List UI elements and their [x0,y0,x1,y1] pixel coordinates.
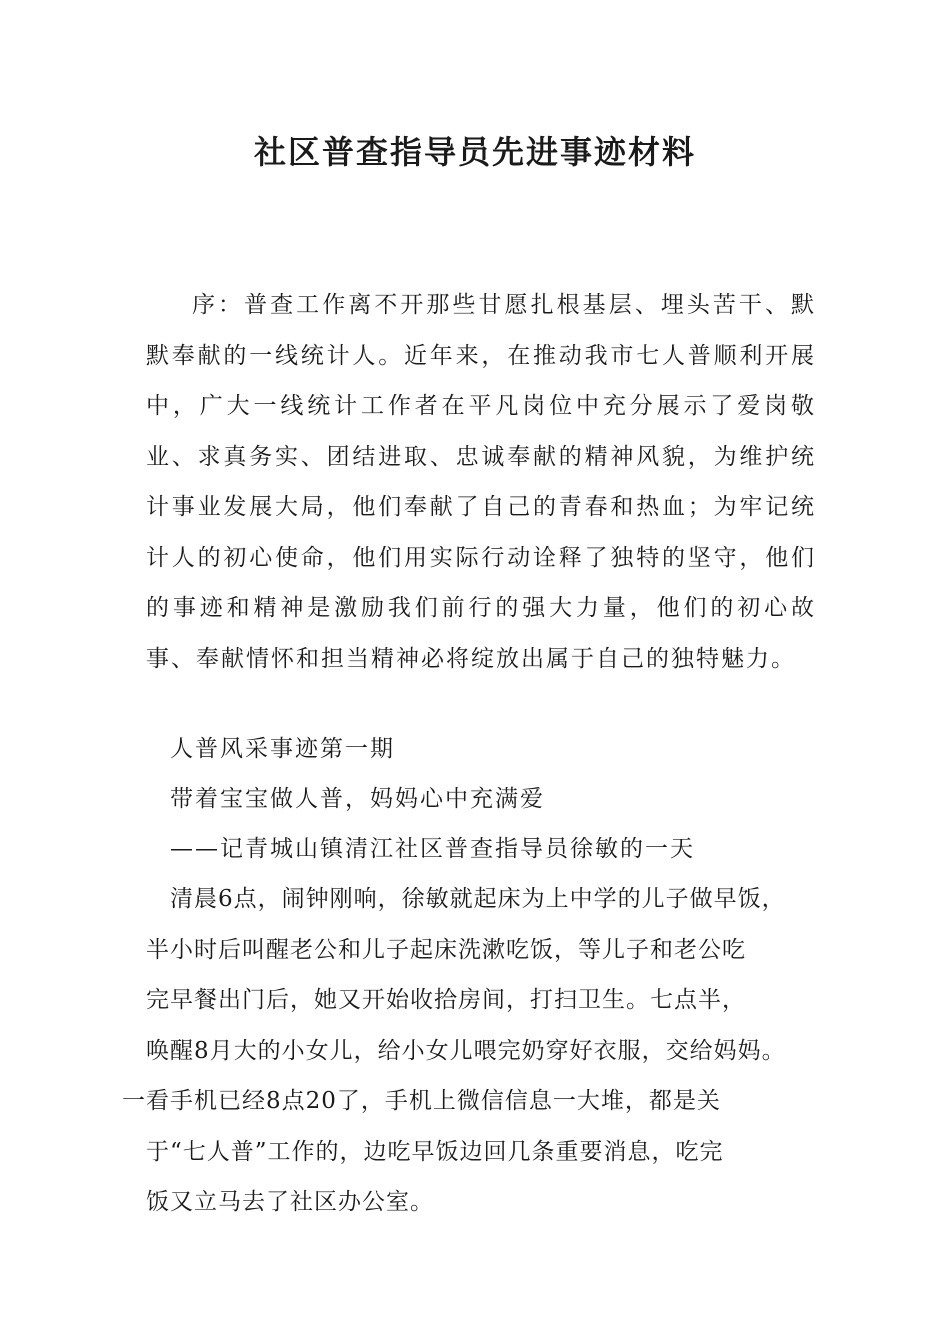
body-line: 唤醒8月大的小女儿，给小女儿喂完奶穿好衣服，交给妈妈。 [146,1037,786,1064]
issue-label: 人普风采事迹第一期 [170,736,395,762]
preface-paragraph: 序：普查工作离不开那些甘愿扎根基层、埋头苦干、默默奉献的一线统计人。近年来，在推动我市七人普顺利开展中，广大一线统计工作者在平凡岗位中充分展示了爱岗敬业、求真务实、团结进取、忠诚奉献的精神风貌，为维护统计事业发展大局，他们奉献了自己的青春和热血；为牢记统计人的初心使命，他们用实际行动诠释了独特的坚守，他们的事迹和精神是激励我们前行的强大力量，他们的初心故事、奉献情怀和担当精神必将绽放出属于自己的独特魅力。 [146,292,816,672]
document-title: 社区普查指导员先进事迹材料 [253,133,696,171]
story-subheadline: ——记青城山镇清江社区普查指导员徐敏的一天 [170,836,695,862]
body-line: 清晨6点，闹钟刚响，徐敏就起床为上中学的儿子做早饭， [170,886,786,912]
body-line: 一看手机已经8点20了，手机上微信信息一大堆，都是关 [122,1088,721,1114]
body-line: 于“七人普”工作的，边吃早饭边回几条重要消息，吃完 [146,1138,724,1165]
body-line: 完早餐出门后，她又开始收拾房间，打扫卫生。七点半， [146,987,746,1013]
body-line: 半小时后叫醒老公和儿子起床洗漱吃饭，等儿子和老公吃 [146,936,746,963]
story-body [122,874,836,1228]
body-line: 饭又立马去了社区办公室。 [146,1189,434,1215]
story-headline: 带着宝宝做人普，妈妈心中充满爱 [170,786,545,812]
